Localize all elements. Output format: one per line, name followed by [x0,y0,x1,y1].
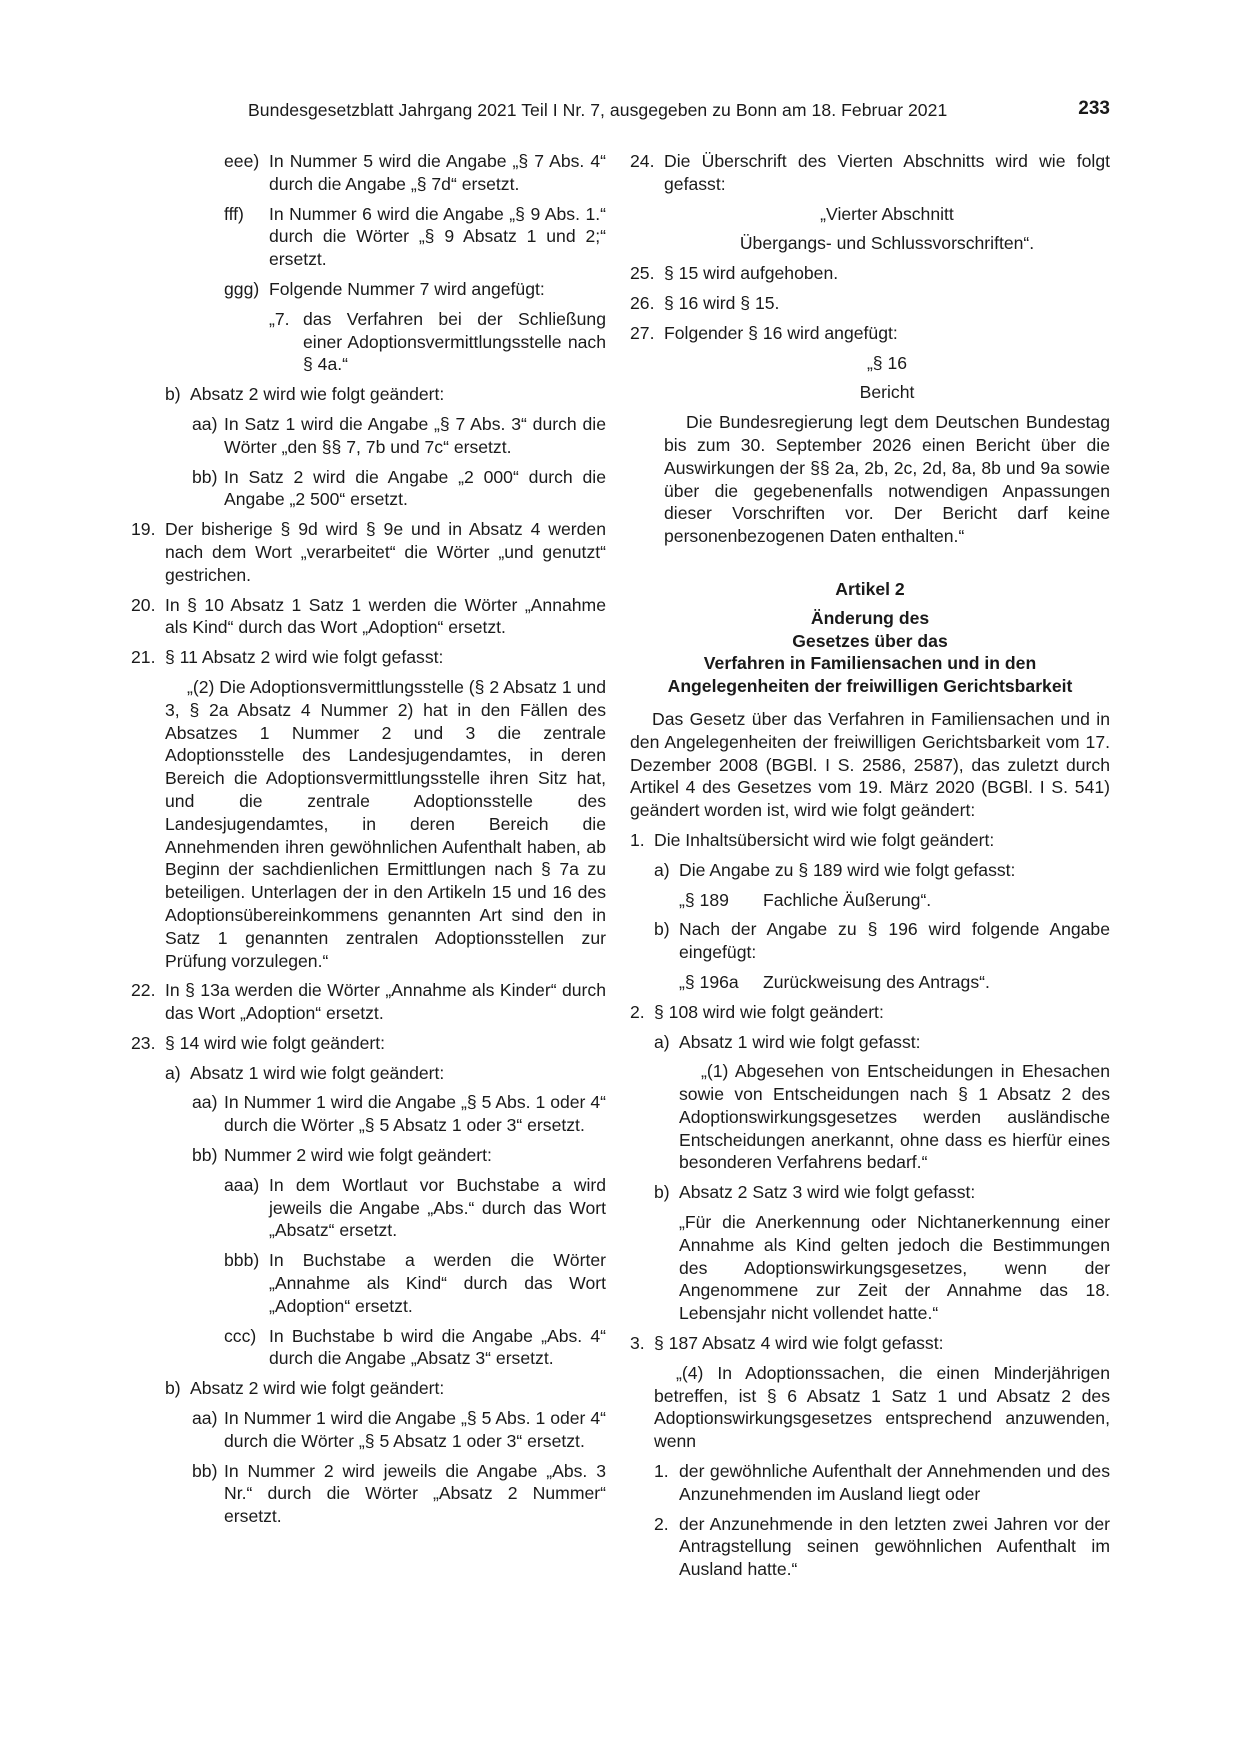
item-text: In § 10 Absatz 1 Satz 1 werden die Wörter „Annahme als Kind“ durch das Wort „Adoption“ ersetzt. [165,594,606,638]
item-marker: a) [165,1062,181,1083]
item-text: Absatz 2 wird wie folgt geändert: [190,1378,445,1399]
item-text: In Nummer 1 wird die Angabe „§ 5 Abs. 1 oder 4“ durch die Wörter „§ 5 Absatz 1 oder 3“ ersetzt. [224,1092,606,1136]
list-item [224,278,606,301]
quoted-paragraph: Die Bundesregierung legt dem Deutschen Bundestag bis zum 30. September 2026 einen Bericht über die Auswirkungen der §§ 2a, 2b, 2c, 2d, 8a, 8b und 9a sowie über die gegebenenfalls notwendigen Anpassungen dieser Vorschriften vor. Der Bericht darf keine personenbezogenen Daten enthalten.“ [664,412,1110,547]
item-marker: fff) [224,203,244,224]
item-text: In Buchstabe a werden die Wörter „Annahme als Kind“ durch das Wort „Adoption“ ersetzt. [269,1250,606,1316]
item-marker: 1. [654,1461,669,1482]
item-marker: b) [165,1378,181,1399]
item-marker: ggg) [224,278,260,299]
item-marker: a) [654,859,670,880]
toc-entry [679,889,1110,912]
item-text: Absatz 2 Satz 3 wird wie folgt gefasst: [679,1182,976,1203]
list-item [630,322,1110,345]
item-marker: 19. [131,519,156,540]
list-item [630,262,1110,285]
list-item [224,203,606,271]
item-marker: eee) [224,151,260,171]
article-title-line: Verfahren in Familiensachen und in den [703,653,1037,674]
item-marker: 23. [131,1032,156,1053]
list-item [630,292,1110,315]
article-title-line: Angelegenheiten der freiwilligen Gerichtsbarkeit [667,676,1073,697]
toc-entry [679,971,1110,994]
item-text: Die Inhaltsübersicht wird wie folgt geändert: [654,829,995,850]
item-text: § 11 Absatz 2 wird wie folgt gefasst: [165,647,444,668]
item-marker: bb) [192,1145,218,1166]
article-title-line: Änderung des [810,607,930,628]
left-column [131,150,606,1535]
quoted-heading: „Vierter Abschnitt [820,203,954,224]
item-marker: aa) [192,413,218,434]
list-item [165,383,606,406]
item-text: § 187 Absatz 4 wird wie folgt gefasst: [654,1333,944,1354]
item-marker: bbb) [224,1250,260,1271]
item-marker: ccc) [224,1325,257,1346]
article-title [630,607,1110,698]
item-text: In Satz 1 wird die Angabe „§ 7 Abs. 3“ durch die Wörter „den §§ 7, 7b und 7c“ ersetzt. [224,413,606,457]
item-marker: 21. [131,647,156,668]
quoted-paragraph: „Für die Anerkennung oder Nichtanerkennung einer Annahme als Kind gelten jedoch die Bestimmungen des Adoptionswirkungsgesetzes, wenn der Angenommene zur Zeit der Annahme das 18. Lebensjahr nicht vollendet hatte.“ [679,1212,1110,1324]
article-intro: Das Gesetz über das Verfahren in Familiensachen und in den Angelegenheiten der freiwilligen Gerichtsbarkeit vom 17. Dezember 2008 (BGBl. I S. 2586, 2587), das zuletzt durch Artikel 4 des Gesetzes vom 19. März 2020 (BGBl. I S. 541) geändert worden ist, wird wie folgt geändert: [630,708,1110,821]
quoted-paragraph: „(1) Abgesehen von Entscheidungen in Ehesachen sowie von Entscheidungen nach § 1 Absatz 2 des Adoptionswirkungsgesetzes werden ausländische Entscheidungen anerkannt, ohne dass es hierfür eines besonderen Verfahrens bedarf.“ [679,1061,1110,1173]
item-text: Der bisherige § 9d wird § 9e und in Absatz 4 werden nach dem Wort „verarbeitet“ die Wörter „und genutzt“ gestrichen. [165,519,606,585]
item-text: In Nummer 6 wird die Angabe „§ 9 Abs. 1.“ durch die Wörter „§ 9 Absatz 1 und 2;“ ersetzt. [269,203,606,270]
item-marker: 2. [654,1513,669,1534]
article-label: Artikel 2 [835,578,905,599]
item-text: der gewöhnliche Aufenthalt der Annehmenden und des Anzunehmenden im Ausland liegt oder [679,1461,1110,1504]
item-marker: „7. [269,308,290,329]
item-marker: 20. [131,594,156,615]
item-text: § 108 wird wie folgt geändert: [654,1001,884,1022]
item-marker: 1. [630,829,645,850]
quoted-paragraph: „(4) In Adoptionssachen, die einen Minderjährigen betreffen, ist § 6 Absatz 1 Satz 1 und Absatz 2 des Adoptionswirkungsgesetzes entsprechend anzuwenden, wenn [654,1362,1110,1452]
item-marker: b) [654,1182,670,1203]
list-item [224,150,606,196]
item-marker: 2. [630,1001,645,1022]
list-item [224,1174,606,1242]
list-item [654,918,1110,964]
list-item [630,1001,1110,1024]
list-item [654,1031,1110,1054]
list-item [131,594,606,640]
item-text: In dem Wortlaut vor Buchstabe a wird jeweils die Angabe „Abs.“ durch das Wort „Absatz“ ersetzt. [269,1174,606,1241]
page-header [240,98,1110,128]
quoted-heading: Bericht [859,382,915,403]
list-item [131,518,606,586]
toc-entry-code: „§ 189 [679,889,729,910]
item-text: In § 13a werden die Wörter „Annahme als Kinder“ durch das Wort „Adoption“ ersetzt. [165,980,606,1024]
list-item [165,1377,606,1400]
item-text: In Satz 2 wird die Angabe „2 000“ durch die Angabe „2 500“ ersetzt. [224,466,606,510]
item-text: § 16 wird § 15. [664,292,780,313]
list-item [224,1249,606,1317]
list-item [192,1144,606,1167]
list-item [192,413,606,459]
article-title-line: Gesetzes über das [792,630,948,651]
item-text: Nach der Angabe zu § 196 wird folgende Angabe eingefügt: [679,919,1110,963]
list-item [192,1407,606,1453]
toc-entry-code: „§ 196a [679,971,739,992]
quoted-item [269,308,606,376]
item-text: der Anzunehmende in den letzten zwei Jahren vor der Antragstellung seinen gewöhnlichen Aufenthalt im Ausland hatte.“ [679,1513,1110,1580]
item-marker: 22. [131,980,156,1001]
item-text: In Nummer 2 wird jeweils die Angabe „Abs. 3 Nr.“ durch die Wörter „Absatz 2 Nummer“ ersetzt. [224,1460,606,1527]
list-item [131,979,606,1025]
list-item [654,1460,1110,1506]
item-text: Absatz 2 wird wie folgt geändert: [190,384,445,405]
item-text: Folgender § 16 wird angefügt: [664,322,898,343]
list-item [192,1460,606,1528]
item-text: § 15 wird aufgehoben. [664,263,839,284]
item-text: Nummer 2 wird wie folgt geändert: [224,1145,492,1166]
item-text: Die Angabe zu § 189 wird wie folgt gefasst: [679,859,1016,880]
item-text: Absatz 1 wird wie folgt geändert: [190,1062,445,1083]
running-title: Bundesgesetzblatt Jahrgang 2021 Teil I Nr. 7, ausgegeben zu Bonn am 18. Februar 2021 [248,100,948,120]
item-marker: aaa) [224,1174,260,1195]
item-text: In Nummer 5 wird die Angabe „§ 7 Abs. 4“ durch die Angabe „§ 7d“ ersetzt. [269,151,606,194]
list-item [630,829,1110,852]
list-item [630,1332,1110,1355]
right-column [630,150,1110,1588]
list-item [165,1062,606,1085]
item-marker: bb) [192,1460,218,1481]
list-item [630,150,1110,196]
item-text: Absatz 1 wird wie folgt gefasst: [679,1031,921,1052]
item-text: In Buchstabe b wird die Angabe „Abs. 4“ durch die Angabe „Absatz 3“ ersetzt. [269,1325,606,1369]
list-item [131,1032,606,1055]
item-marker: 3. [630,1333,645,1354]
quoted-paragraph: „(2) Die Adoptionsvermittlungsstelle (§ 2 Absatz 1 und 3, § 2a Absatz 4 Nummer 2) hat in den Fällen des Absatzes 1 Nummer 2 und 3 die zentrale Adoptionsstelle des Landesjugendamtes, in deren Bereich die Adoptionsvermittlungsstelle ihren Sitz hat, und die zentrale Adoptionsstelle des Landesjugendamtes, in deren Bereich die Annehmenden ihren gewöhnlichen Aufenthalt haben, ab Beginn der sachdienlichen Ermittlungen nach § 7a zu beteiligen. Unterlagen der in den Artikeln 15 und 16 des Adoptionsübereinkommens genannten Art sind den in Satz 1 genannten zentralen Adoptionsstellen zur Prüfung vorzulegen.“ [165,676,606,971]
item-text: Die Überschrift des Vierten Abschnitts wird wie folgt gefasst: [664,151,1110,194]
toc-entry-title: Fachliche Äußerung“. [763,889,932,910]
list-item [224,1325,606,1371]
quoted-heading: Übergangs- und Schlussvorschriften“. [739,233,1035,254]
item-marker: aa) [192,1408,218,1429]
item-text: § 14 wird wie folgt geändert: [165,1032,386,1053]
item-marker: 26. [630,292,655,313]
item-marker: 27. [630,322,655,343]
item-text: In Nummer 1 wird die Angabe „§ 5 Abs. 1 oder 4“ durch die Wörter „§ 5 Absatz 1 oder 3“ ersetzt. [224,1408,606,1451]
item-marker: aa) [192,1092,218,1113]
item-marker: bb) [192,466,218,487]
list-item [192,1091,606,1137]
item-marker: 24. [630,151,655,171]
item-marker: b) [165,384,181,405]
list-item [654,1181,1110,1204]
list-item [654,859,1110,882]
item-text: das Verfahren bei der Schließung einer Adoptionsvermittlungsstelle nach § 4a.“ [303,308,606,375]
list-item [654,1513,1110,1581]
item-text: Folgende Nummer 7 wird angefügt: [269,278,545,299]
item-marker: 25. [630,263,655,284]
list-item [192,466,606,512]
quoted-heading: „§ 16 [866,352,908,373]
page-number: 233 [1078,98,1110,119]
item-marker: a) [654,1031,670,1052]
item-marker: b) [654,919,670,940]
toc-entry-title: Zurückweisung des Antrags“. [763,971,990,992]
list-item [131,646,606,669]
